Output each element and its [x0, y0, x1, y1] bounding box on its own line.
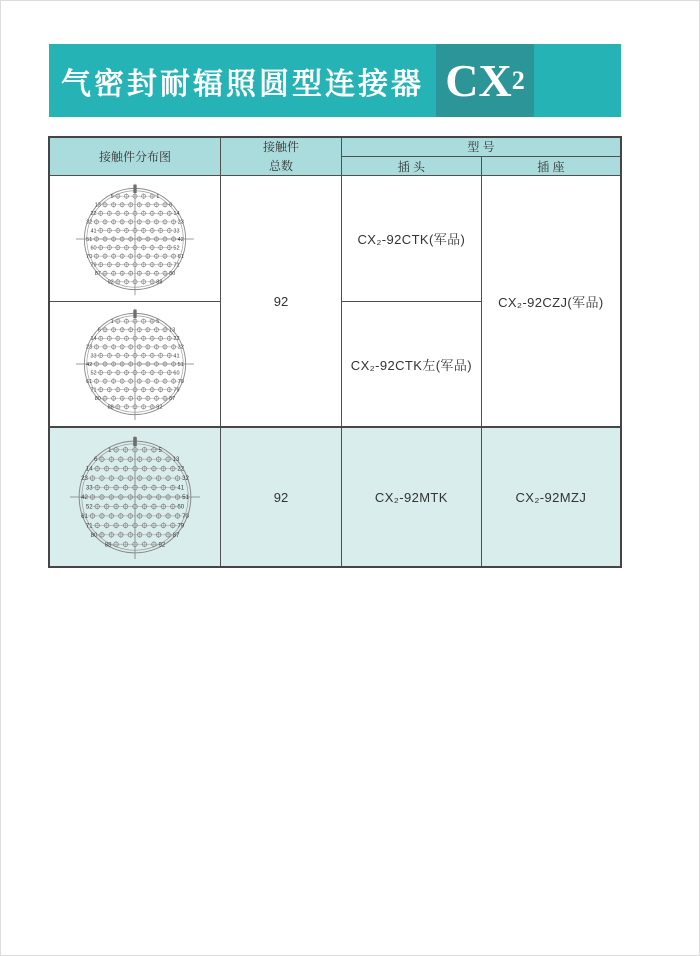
diagram-cell — [49, 427, 221, 567]
svg-text:33: 33 — [85, 484, 93, 492]
series-logo-box — [436, 44, 534, 117]
svg-text:71: 71 — [173, 262, 180, 269]
socket-model-value: CX₂-92MZJ — [481, 427, 621, 567]
svg-text:5: 5 — [110, 193, 114, 200]
connector-pin-diagram — [56, 306, 214, 422]
contact-count-value: 92 — [221, 176, 342, 428]
svg-text:60: 60 — [177, 503, 185, 511]
svg-text:42: 42 — [177, 236, 184, 243]
svg-text:22: 22 — [173, 336, 180, 343]
svg-text:79: 79 — [173, 387, 180, 394]
connector-pin-diagram — [56, 181, 214, 297]
svg-text:79: 79 — [177, 522, 185, 530]
svg-text:61: 61 — [177, 253, 184, 260]
svg-text:51: 51 — [177, 362, 184, 369]
svg-text:80: 80 — [90, 532, 98, 540]
diagram-cell — [49, 176, 221, 302]
svg-text:88: 88 — [156, 279, 163, 286]
socket-model-value: CX₂-92CZJ(军品) — [481, 176, 621, 428]
svg-text:70: 70 — [86, 253, 93, 260]
svg-text:80: 80 — [94, 396, 101, 403]
svg-text:87: 87 — [172, 532, 180, 540]
svg-text:88: 88 — [107, 404, 114, 411]
connector-pin-diagram — [52, 433, 218, 561]
svg-text:33: 33 — [173, 227, 180, 234]
svg-text:52: 52 — [90, 370, 97, 377]
svg-text:14: 14 — [85, 465, 93, 473]
svg-text:1: 1 — [156, 193, 160, 200]
svg-text:51: 51 — [182, 494, 189, 502]
svg-text:22: 22 — [177, 465, 185, 473]
svg-text:61: 61 — [86, 379, 93, 386]
banner-spacer — [534, 44, 621, 117]
svg-text:71: 71 — [90, 387, 97, 394]
header-banner — [49, 44, 621, 117]
plug-model-value: CX₂-92CTK(军品) — [342, 176, 482, 302]
svg-text:22: 22 — [90, 210, 97, 217]
svg-text:33: 33 — [90, 353, 97, 360]
svg-text:70: 70 — [182, 513, 189, 521]
svg-text:60: 60 — [173, 370, 180, 377]
svg-text:42: 42 — [86, 362, 93, 369]
svg-text:14: 14 — [90, 336, 97, 343]
header-contact-layout: 接触件分布图 — [49, 137, 221, 176]
svg-text:87: 87 — [94, 270, 101, 277]
svg-text:71: 71 — [85, 522, 93, 530]
svg-text:6: 6 — [93, 456, 98, 464]
svg-text:51: 51 — [86, 236, 93, 243]
contact-count-value: 92 — [221, 427, 342, 567]
series-logo-text: CX — [445, 54, 512, 106]
svg-text:52: 52 — [173, 245, 180, 252]
svg-text:5: 5 — [158, 446, 162, 454]
header-plug: 插 头 — [342, 156, 482, 175]
svg-text:23: 23 — [177, 219, 184, 226]
svg-text:23: 23 — [81, 475, 88, 483]
svg-text:61: 61 — [81, 513, 88, 521]
svg-text:13: 13 — [169, 327, 176, 334]
diagram-cell — [49, 302, 221, 428]
header-model: 型 号 — [342, 137, 622, 156]
svg-text:14: 14 — [173, 210, 180, 217]
svg-text:6: 6 — [97, 327, 101, 334]
svg-text:13: 13 — [172, 456, 180, 464]
svg-text:52: 52 — [85, 503, 93, 511]
plug-model-value: CX₂-92MTK — [342, 427, 482, 567]
svg-text:60: 60 — [90, 245, 97, 252]
header-contact-count-line1: 接触件 — [262, 140, 299, 154]
plug-model-value: CX₂-92CTK左(军品) — [342, 302, 482, 428]
svg-text:79: 79 — [90, 262, 97, 269]
header-contact-count-line2: 总数 — [268, 158, 293, 173]
svg-text:41: 41 — [90, 227, 97, 234]
svg-text:5: 5 — [156, 319, 160, 326]
svg-text:87: 87 — [169, 396, 176, 403]
svg-text:32: 32 — [177, 344, 184, 351]
svg-text:32: 32 — [182, 475, 189, 483]
svg-text:92: 92 — [107, 279, 114, 286]
svg-text:42: 42 — [81, 494, 88, 502]
svg-text:92: 92 — [158, 541, 166, 549]
page-title: 气密封耐辐照圆型连接器 — [61, 67, 424, 101]
svg-text:88: 88 — [104, 541, 112, 549]
series-logo-subscript: 2 — [511, 65, 525, 95]
svg-text:41: 41 — [173, 353, 180, 360]
svg-text:32: 32 — [86, 219, 93, 226]
svg-text:70: 70 — [177, 379, 184, 386]
svg-text:6: 6 — [169, 202, 173, 209]
svg-text:13: 13 — [94, 202, 101, 209]
header-contact-count — [221, 137, 342, 176]
svg-text:1: 1 — [108, 446, 112, 454]
svg-text:80: 80 — [169, 270, 176, 277]
svg-text:23: 23 — [86, 344, 93, 351]
svg-text:1: 1 — [110, 319, 114, 326]
svg-text:92: 92 — [156, 404, 163, 411]
connector-spec-table — [48, 136, 622, 568]
header-socket: 插 座 — [481, 156, 621, 175]
svg-text:41: 41 — [177, 484, 185, 492]
